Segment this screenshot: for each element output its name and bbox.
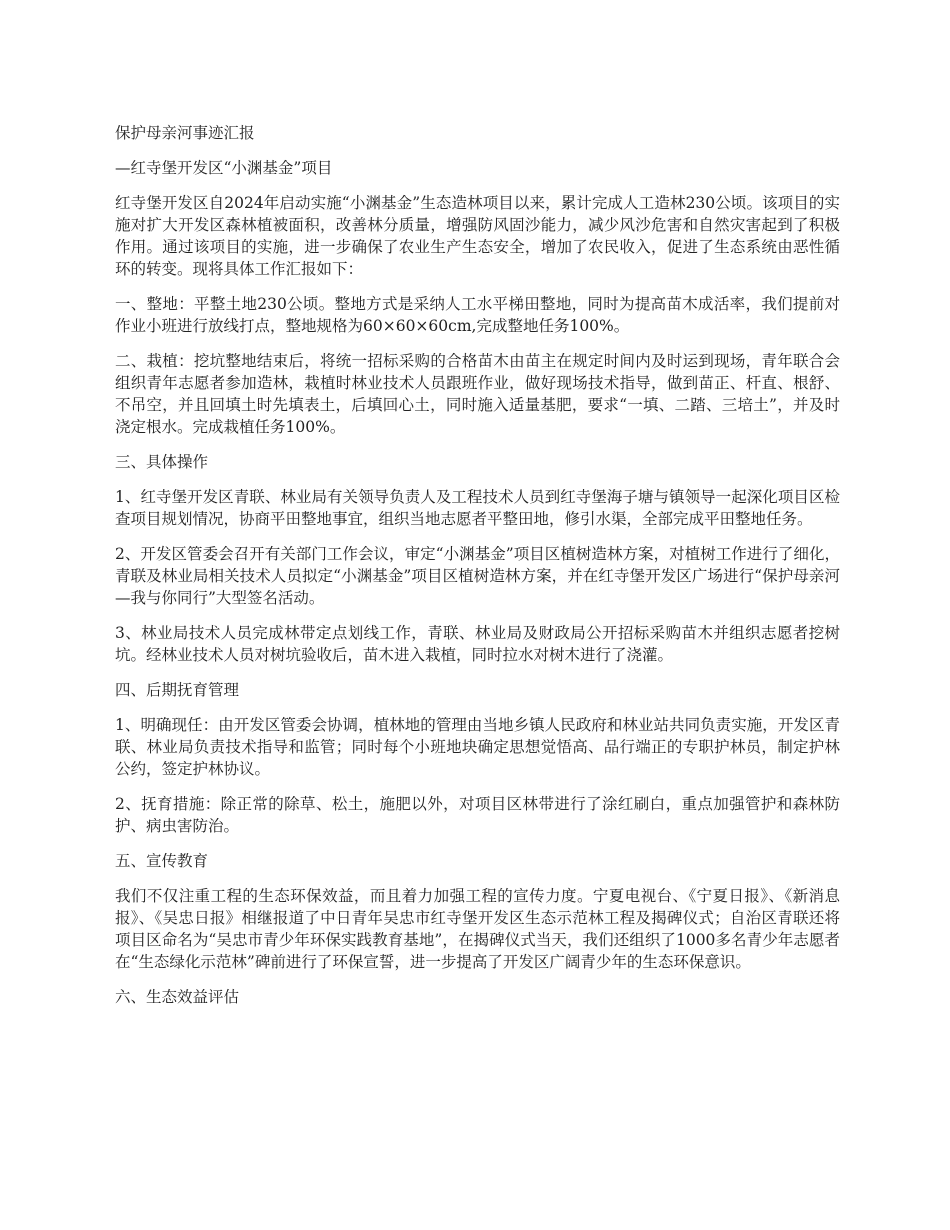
operations-item-2: 2、开发区管委会召开有关部门工作会议，审定“小渊基金”项目区植树造林方案，对植树工作进行了细化，青联及林业局相关技术人员拟定“小渊基金”项目区植树造林方案，并在红寺堡开发区广场进行“保护母亲河—我与你同行”大型签名活动。 — [115, 545, 840, 607]
publicity-paragraph: 我们不仅注重工程的生态环保效益，而且着力加强工程的宣传力度。宁夏电视台、《宁夏日报》、《新消息报》、《吴忠日报》相继报道了中日青年吴忠市红寺堡开发区生态示范林工程及揭碑仪式；自治区青联还将项目区命名为“吴忠市青少年环保实践教育基地”，在揭碑仪式当天，我们还组织了1000多名青少年志愿者在“生态绿化示范林”碑前进行了环保宣誓，进一步提高了开发区广阔青少年的生态环保意识。 — [115, 887, 840, 971]
maintenance-item-2: 2、抚育措施：除正常的除草、松土，施肥以外，对项目区林带进行了涂红刷白，重点加强管护和森林防护、病虫害防治。 — [115, 795, 840, 835]
document-subtitle: —红寺堡开发区“小渊基金”项目 — [115, 159, 333, 177]
section-heading-publicity: 五、宣传教育 — [115, 852, 209, 870]
section-heading-maintenance: 四、后期抚育管理 — [115, 681, 240, 699]
section-heading-evaluation: 六、生态效益评估 — [115, 988, 240, 1006]
document-page — [115, 122, 840, 1021]
intro-paragraph: 红寺堡开发区自2024年启动实施“小渊基金”生态造林项目以来，累计完成人工造林230公顷。该项目的实施对扩大开发区森林植被面积，改善林分质量，增强防风固沙能力，减少风沙危害和自然灾害起到了积极作用。通过该项目的实施，进一步确保了农业生产生态安全，增加了农民收入，促进了生态系统由恶性循环的转变。现将具体工作汇报如下： — [115, 194, 840, 278]
operations-item-3: 3、林业局技术人员完成林带定点划线工作，青联、林业局及财政局公开招标采购苗木并组织志愿者挖树坑。经林业技术人员对树坑验收后，苗木进入栽植，同时拉水对树木进行了浇灌。 — [115, 624, 840, 664]
section-planting: 二、栽植：挖坑整地结束后，将统一招标采购的合格苗木由苗主在规定时间内及时运到现场，青年联合会组织青年志愿者参加造林，栽植时林业技术人员跟班作业，做好现场技术指导，做到苗正、杆直、根舒、不吊空，并且回填土时先填表土，后填回心土，同时施入适量基肥，要求“一填、二踏、三培土”，并及时浇定根水。完成栽植任务100%。 — [115, 352, 840, 436]
document-title: 保护母亲河事迹汇报 — [115, 124, 255, 142]
maintenance-item-1: 1、明确现任：由开发区管委会协调，植林地的管理由当地乡镇人民政府和林业站共同负责实施，开发区青联、林业局负责技术指导和监管；同时每个小班地块确定思想觉悟高、品行端正的专职护林员，制定护林公约，签定护林协议。 — [115, 716, 840, 778]
section-heading-operations: 三、具体操作 — [115, 453, 209, 471]
operations-item-1: 1、红寺堡开发区青联、林业局有关领导负责人及工程技术人员到红寺堡海子塘与镇领导一起深化项目区检查项目规划情况，协商平田整地事宜，组织当地志愿者平整田地，修引水渠，全部完成平田整地任务。 — [115, 488, 840, 528]
section-land-preparation: 一、整地：平整土地230公顷。整地方式是采纳人工水平梯田整地，同时为提高苗木成活率，我们提前对作业小班进行放线打点，整地规格为60×60×60cm,完成整地任务100%。 — [115, 295, 840, 335]
